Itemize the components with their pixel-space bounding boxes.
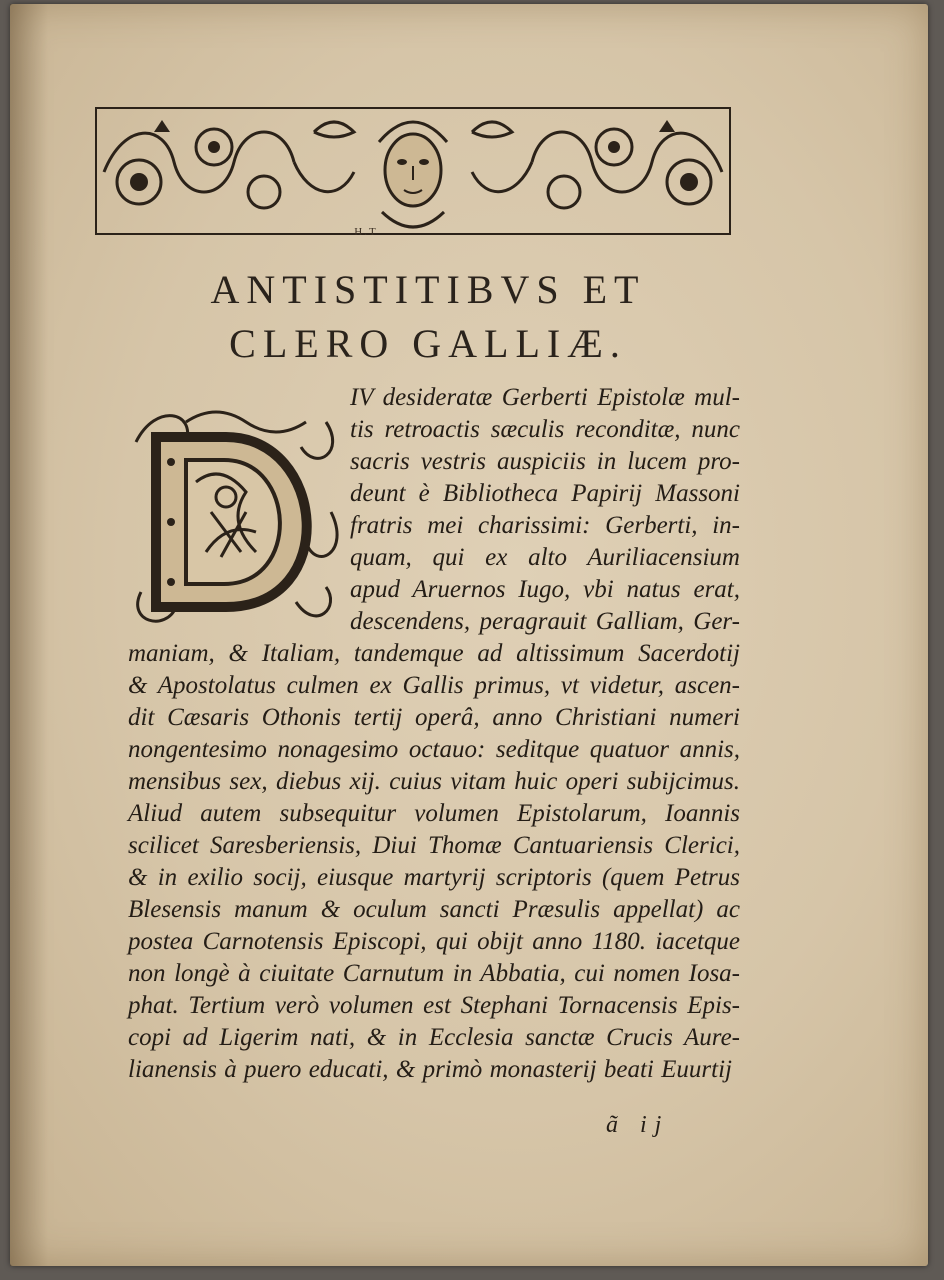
ornamental-woodcut-headpiece-icon [94, 102, 732, 240]
text-line: mensibus sex, diebus xij. cuius vitam huic operi subijcimus. [128, 768, 740, 795]
text-line: descendens, peragrauit Galliam, Ger- [350, 608, 740, 635]
text-line: postea Carnotensis Episcopi, qui obijt anno 1180. iacetque [128, 928, 740, 955]
text-line: & in exilio socij, eiusque martyrij scriptoris (quem Petrus [128, 864, 740, 891]
text-line: apud Aruernos Iugo, vbi natus erat, [350, 576, 740, 603]
text-line: sacris vestris auspiciis in lucem pro- [350, 448, 740, 475]
text-line: tis retroactis sæculis reconditæ, nunc [350, 416, 740, 443]
text-line: deunt è Bibliotheca Papirij Massoni [350, 480, 740, 507]
book-page [10, 4, 928, 1266]
title-line-2: CLERO GALLIÆ. [229, 321, 627, 366]
text-line: & Apostolatus culmen ex Gallis primus, vt videtur, ascen- [128, 672, 740, 699]
page-gutter-shadow [10, 4, 48, 1266]
text-line: dit Cæsaris Othonis tertij operâ, anno Christiani numeri [128, 704, 740, 731]
text-line: IV desideratæ Gerberti Epistolæ mul- [350, 384, 740, 411]
text-line: lianensis à puero educati, & primò monasterij beati Euurtij [128, 1056, 732, 1083]
text-line: maniam, & Italiam, tandemque ad altissimum Sacerdotij [128, 640, 740, 667]
text-line: fratris mei charissimi: Gerberti, in- [350, 512, 740, 539]
text-line: scilicet Saresberiensis, Diui Thomæ Cantuariensis Clerici, [128, 832, 740, 859]
text-line: nongentesimo nonagesimo octauo: seditque quatuor annis, [128, 736, 740, 763]
text-line: phat. Tertium verò volumen est Stephani Tornacensis Epis- [128, 992, 740, 1019]
text-line: quam, qui ex alto Auriliacensium [350, 544, 740, 571]
text-line: Blesensis manum & oculum sancti Præsulis appellat) ac [128, 896, 740, 923]
signature-mark: ã ij [606, 1112, 670, 1138]
text-line: copi ad Ligerim nati, & in Ecclesia sanctæ Crucis Aure- [128, 1024, 740, 1051]
historiated-initial-icon [126, 402, 346, 632]
text-line: Aliud autem subsequitur volumen Epistolarum, Ioannis [128, 800, 740, 827]
headpiece-initials: H.T [354, 226, 378, 238]
title-line-1: ANTISTITIBVS ET [210, 267, 646, 312]
text-line: non longè à ciuitate Carnutum in Abbatia, cui nomen Iosa- [128, 960, 740, 987]
